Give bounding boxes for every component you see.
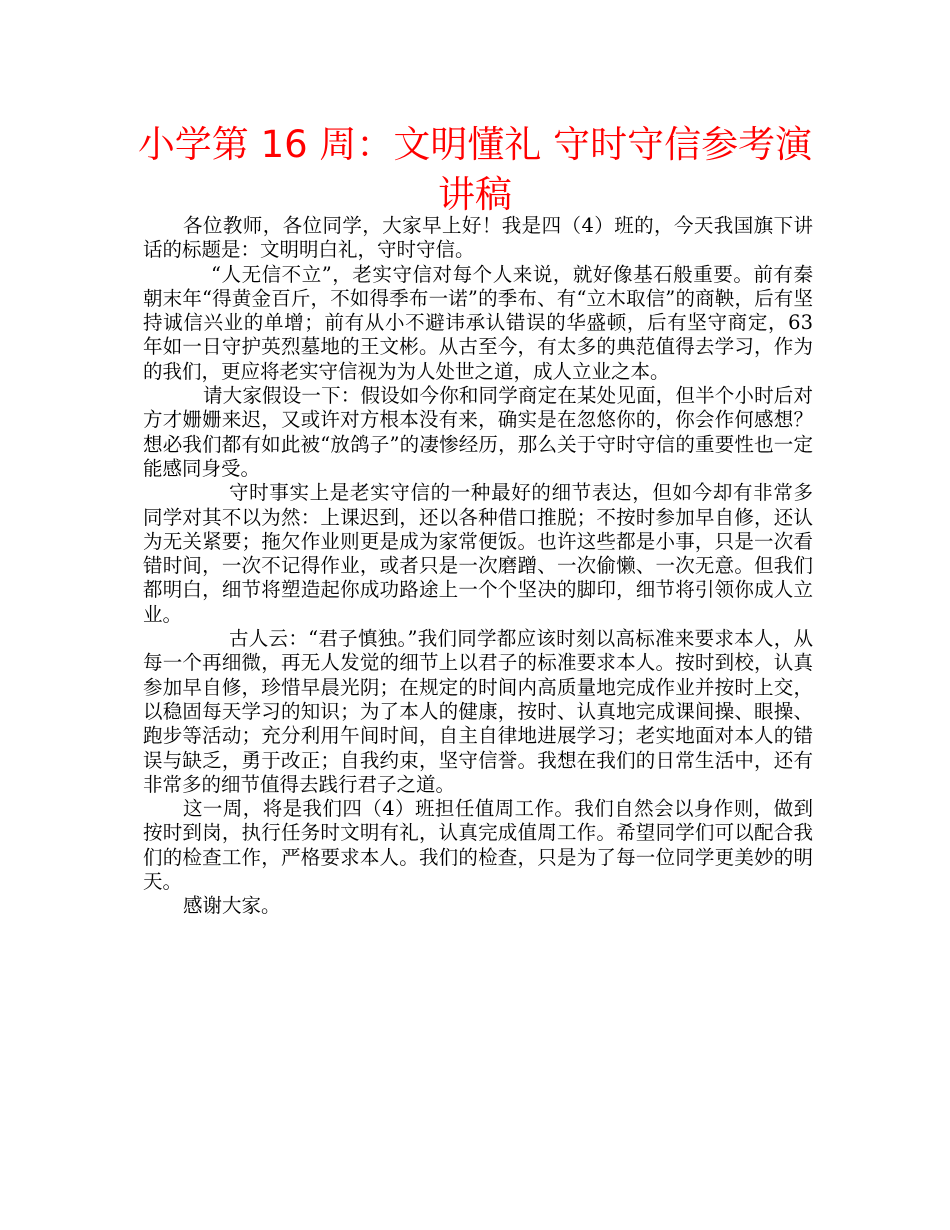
paragraph-duty-week: 这一周，将是我们四（4）班担任值周工作。我们自然会以身作则，做到按时到岗，执行任务时文明有礼，认真完成值周工作。希望同学们可以配合我们的检查工作，严格要求本人。我们的检查，只是为了每一位同学更美妙的明天。 <box>143 797 813 894</box>
title-line-1: 小学第 16 周：文明懂礼 守时守信参考演 <box>137 123 813 166</box>
paragraph-gentleman: 古人云：“君子慎独。”我们同学都应该时刻以高标准来要求本人，从每一个再细微，再无人发觉的细节上以君子的标准要求本人。按时到校，认真参加早自修，珍惜早晨光阴；在规定的时间内高质量地完成作业并按时上交，以稳固每天学习的知识；为了本人的健康，按时、认真地完成课间操、眼操、跑步等活动；充分利用午间时间，自主自律地进展学习；老实地面对本人的错误与缺乏，勇于改正；自我约束，坚守信誉。我想在我们的日常生活中，还有非常多的细节值得去践行君子之道。 <box>143 627 813 796</box>
document-title <box>100 120 850 220</box>
paragraph-integrity: “人无信不立”，老实守信对每个人来说，就好像基石般重要。前有秦朝末年“得黄金百斤，不如得季布一诺”的季布、有“立木取信”的商鞅，后有坚持诚信兴业的单增；前有从小不避讳承认错误的华盛顿，后有坚守商定，63 年如一日守护英烈墓地的王文彬。从古至今，有太多的典范值得去学习，作为的我们，更应将老实守信视为为人处世之道，成人立业之本。 <box>143 262 813 383</box>
title-line-2: 讲稿 <box>438 173 512 216</box>
speech-body <box>143 214 813 919</box>
paragraph-scenario: 请大家假设一下：假设如今你和同学商定在某处见面，但半个小时后对方才姗姗来迟，又或许对方根本没有来，确实是在忽悠你的，你会作何感想？想必我们都有如此被“放鸽子”的凄惨经历，那么关于守时守信的重要性也一定能感同身受。 <box>143 384 813 480</box>
paragraph-punctuality: 守时事实上是老实守信的一种最好的细节表达，但如今却有非常多同学对其不以为然：上课迟到，还以各种借口推脱；不按时参加早自修，还认为无关紧要；拖欠作业则更是成为家常便饭。也许这些都是小事，只是一次看错时间，一次不记得作业，或者只是一次磨蹭、一次偷懒、一次无意。但我们都明白，细节将塑造起你成功路途上一个个坚决的脚印，细节将引领你成人立业。 <box>143 481 813 626</box>
paragraph-greeting: 各位教师，各位同学，大家早上好！我是四（4）班的，今天我国旗下讲话的标题是：文明明白礼，守时守信。 <box>143 214 813 262</box>
paragraph-thanks: 感谢大家。 <box>183 894 281 918</box>
